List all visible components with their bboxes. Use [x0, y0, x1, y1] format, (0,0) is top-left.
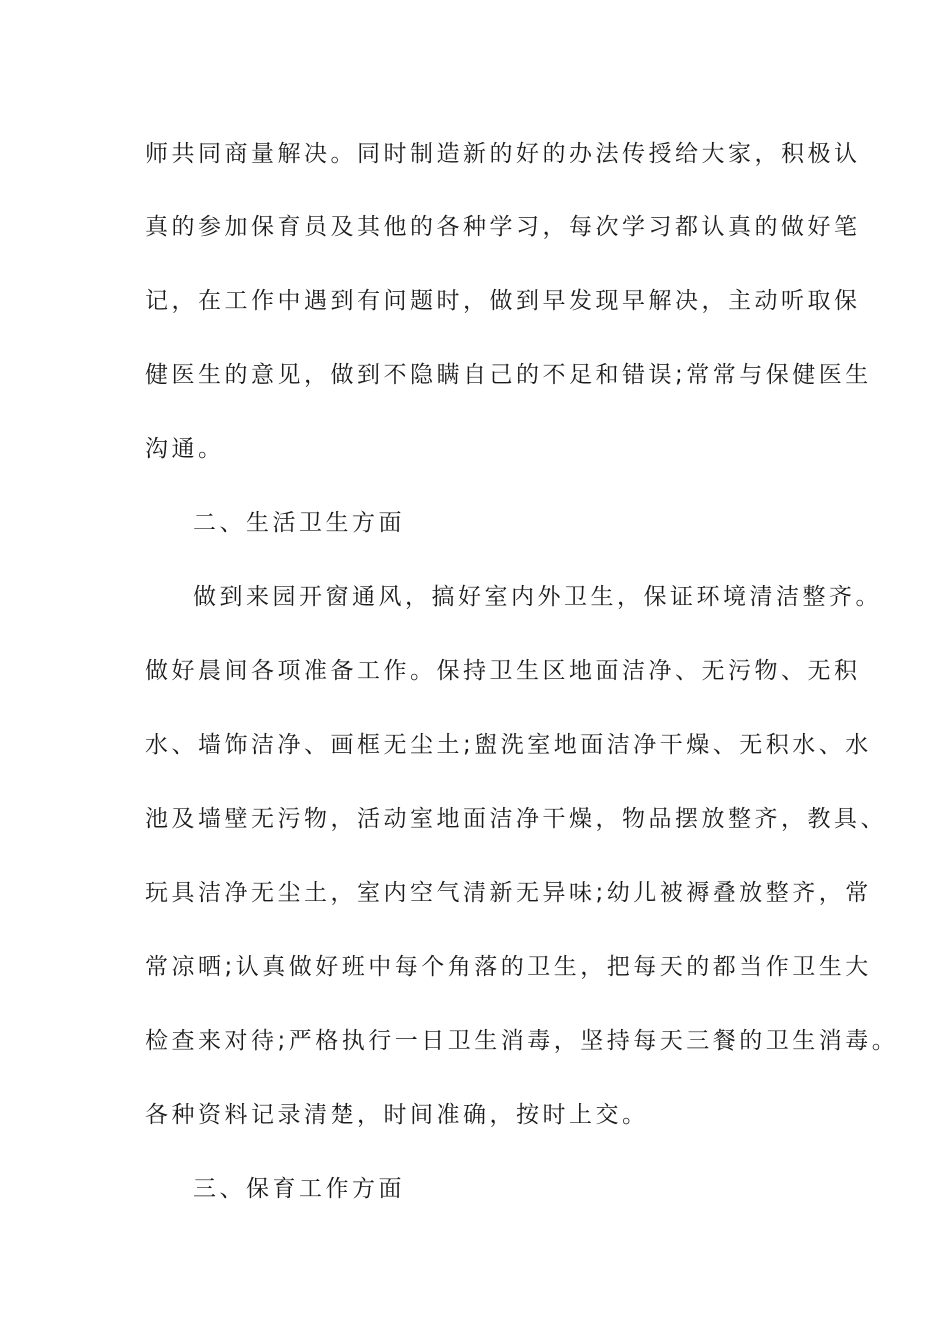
- paragraph-line: 师共同商量解决。同时制造新的好的办法传授给大家，积极认: [145, 141, 861, 167]
- paragraph-line: 池及墙壁无污物，活动室地面洁净干燥，物品摆放整齐，教具、: [145, 806, 887, 832]
- paragraph-line: 水、墙饰洁净、画框无尘土;盥洗室地面洁净干燥、无积水、水: [145, 732, 872, 758]
- paragraph-line: 记，在工作中遇到有问题时，做到早发现早解决，主动听取保: [145, 288, 861, 314]
- section-heading: 三、保育工作方面: [193, 1176, 405, 1202]
- paragraph-line: 沟通。: [145, 436, 225, 462]
- paragraph-line: 检查来对待;严格执行一日卫生消毒，坚持每天三餐的卫生消毒。: [145, 1028, 899, 1054]
- section-heading: 二、生活卫生方面: [193, 510, 405, 536]
- paragraph-line: 常凉晒;认真做好班中每个角落的卫生，把每天的都当作卫生大: [145, 954, 872, 980]
- paragraph-line: 健医生的意见，做到不隐瞒自己的不足和错误;常常与保健医生: [145, 362, 872, 388]
- paragraph-line: 真的参加保育员及其他的各种学习，每次学习都认真的做好笔: [145, 214, 861, 240]
- paragraph-line: 各种资料记录清楚，时间准确，按时上交。: [145, 1102, 649, 1128]
- paragraph-line: 做到来园开窗通风，搞好室内外卫生，保证环境清洁整齐。: [193, 584, 882, 610]
- paragraph-line: 玩具洁净无尘土，室内空气清新无异味;幼儿被褥叠放整齐，常: [145, 880, 872, 906]
- paragraph-line: 做好晨间各项准备工作。保持卫生区地面洁净、无污物、无积: [145, 658, 861, 684]
